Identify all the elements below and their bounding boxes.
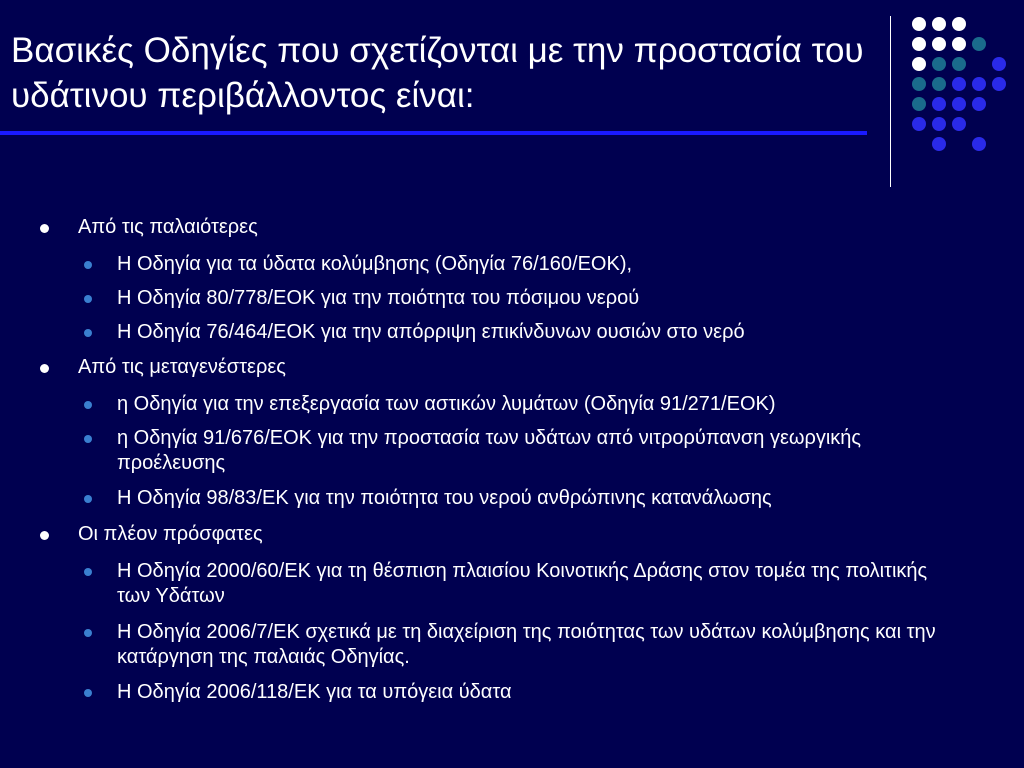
list-item: Η Οδηγία 2006/7/ΕΚ σχετικά με τη διαχείριση της ποιότητας των υδάτων κολύμβησης και την κατάργηση της παλαιάς Οδηγίας. [117,621,936,668]
bullet-marker [40,531,49,540]
list-item: Η Οδηγία για τα ύδατα κολύμβησης (Οδηγία 76/160/ΕΟΚ), [117,253,633,275]
sub-bullet-marker [84,295,92,303]
list-item: η Οδηγία για την επεξεργασία των αστικών λυμάτων (Οδηγία 91/271/ΕΟΚ) [117,393,776,415]
sub-bullet-marker [84,261,92,269]
list-item: Η Οδηγία 76/464/ΕΟΚ για την απόρριψη επικίνδυνων ουσιών στο νερό [117,321,745,343]
list-item: Η Οδηγία 98/83/ΕΚ για την ποιότητα του νερού ανθρώπινης κατανάλωσης [117,487,772,509]
list-item: η Οδηγία 91/676/ΕΟΚ για την προστασία των υδάτων από νιτρορύπανση γεωργικής προέλευσης [117,427,862,474]
section-heading: Οι πλέον πρόσφατες [78,523,263,545]
section-heading: Από τις παλαιότερες [78,216,258,238]
list-item: Η Οδηγία 80/778/ΕΟΚ για την ποιότητα του πόσιμου νερού [117,287,640,309]
sub-bullet-marker [84,329,92,337]
sub-bullet-marker [84,435,92,443]
bullet-marker [40,364,49,373]
sub-bullet-marker [84,689,92,697]
list-item: Η Οδηγία 2006/118/ΕΚ για τα υπόγεια ύδατα [117,681,512,703]
list-item: Η Οδηγία 2000/60/ΕΚ για τη θέσπιση πλαισίου Κοινοτικής Δράσης στον τομέα της πολιτικής των Υδάτων [117,560,928,607]
section-heading: Από τις μεταγενέστερες [78,356,286,378]
sub-bullet-marker [84,568,92,576]
sub-bullet-marker [84,629,92,637]
slide-title: Βασικές Οδηγίες που σχετίζονται με την προστασία του υδάτινου περιβάλλοντος είναι: [11,31,864,115]
sub-bullet-marker [84,401,92,409]
bullet-marker [40,224,49,233]
sub-bullet-marker [84,495,92,503]
